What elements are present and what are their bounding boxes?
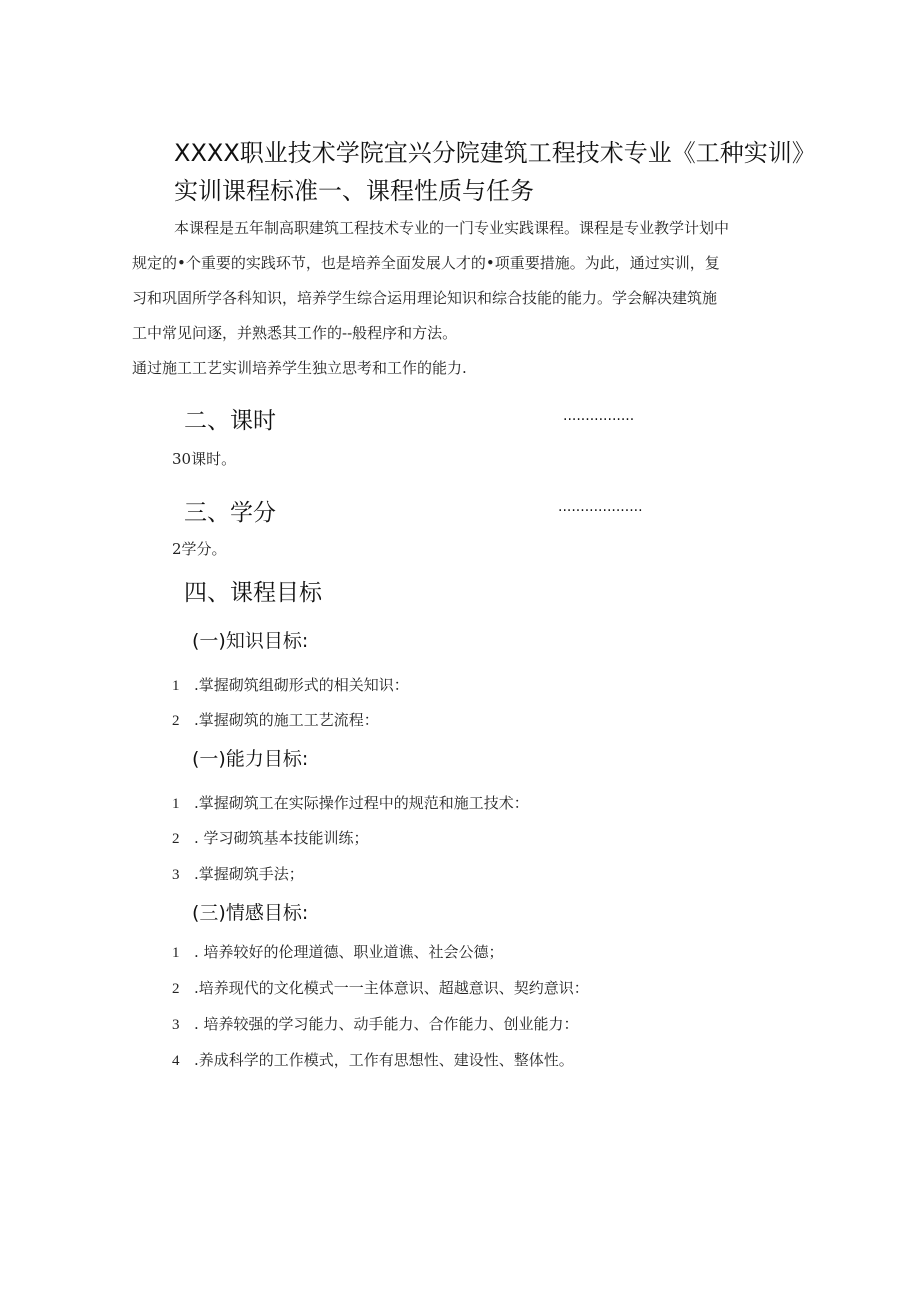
list-item bbox=[172, 977, 589, 998]
list-item-number: 4 bbox=[172, 1053, 180, 1069]
document-title-line-2: 实训课程标准一、课程性质与任务 bbox=[174, 177, 534, 205]
list-item bbox=[172, 941, 504, 962]
list-item-number: 2 bbox=[172, 713, 180, 729]
hours-value: 30课时。 bbox=[172, 450, 237, 468]
section-heading-credits: 三、学分 bbox=[184, 500, 276, 526]
list-item-number: 2 bbox=[172, 981, 180, 997]
subheading-emotion-goals: (三)情感目标: bbox=[192, 902, 309, 924]
section-heading-hours: 二、课时 bbox=[184, 408, 276, 434]
list-item bbox=[172, 1049, 574, 1070]
intro-line: 规定的•个重要的实践环节，也是培养全面发展人才的•项重要措施。为此，通过实训，复 bbox=[132, 254, 720, 272]
list-item-number: 3 bbox=[172, 867, 180, 883]
list-item-number: 1 bbox=[172, 796, 180, 812]
list-item bbox=[172, 709, 379, 730]
intro-paragraph bbox=[132, 211, 812, 386]
intro-line: 习和巩固所学各科知识，培养学生综合运用理论知识和综合技能的能力。学会解决建筑施 bbox=[132, 289, 718, 307]
list-item-text: .培养现代的文化模式一一主体意识、超越意识、契约意识： bbox=[194, 979, 589, 997]
list-item-text: .掌握砌筑的施工工艺流程： bbox=[194, 711, 379, 729]
list-item bbox=[172, 827, 369, 848]
list-item-number: 2 bbox=[172, 831, 180, 847]
list-item-text: .掌握砌筑组砌形式的相关知识： bbox=[194, 676, 409, 694]
toc-leader-dots: ................... bbox=[558, 499, 643, 515]
list-item bbox=[172, 863, 304, 884]
list-item-text: .掌握砌筑工在实际操作过程中的规范和施工技术： bbox=[194, 794, 529, 812]
toc-leader-dots: ................ bbox=[563, 408, 635, 424]
subheading-knowledge-goals: (一)知识目标: bbox=[192, 630, 309, 652]
credits-value: 2学分。 bbox=[172, 540, 227, 558]
list-item-number: 3 bbox=[172, 1017, 180, 1033]
list-item bbox=[172, 674, 409, 695]
list-item bbox=[172, 792, 529, 813]
list-item-text: .养成科学的工作模式，工作有思想性、建设性、整体性。 bbox=[194, 1051, 574, 1069]
list-item-number: 1 bbox=[172, 678, 180, 694]
list-item bbox=[172, 1013, 579, 1034]
list-item-text: . 培养较好的伦理道德、职业道谯、社会公德； bbox=[194, 943, 504, 961]
subheading-ability-goals: (一)能力目标: bbox=[192, 748, 309, 770]
document-title-line-1: XXXX职业技术学院宜兴分院建筑工程技术专业《工种实训》 bbox=[174, 139, 816, 167]
list-item-text: . 学习砌筑基本技能训练； bbox=[194, 829, 369, 847]
intro-line: 通过施工工艺实训培养学生独立思考和工作的能力. bbox=[132, 359, 467, 377]
section-heading-goals: 四、课程目标 bbox=[184, 580, 322, 606]
list-item-text: . 培养较强的学习能力、动手能力、合作能力、创业能力： bbox=[194, 1015, 579, 1033]
list-item-number: 1 bbox=[172, 945, 180, 961]
intro-line: 本课程是五年制高职建筑工程技术专业的一门专业实践课程。课程是专业教学计划中 bbox=[174, 219, 730, 237]
intro-line: 工中常见问逐，并熟悉其工作的--般程序和方法。 bbox=[132, 324, 458, 342]
list-item-text: .掌握砌筑手法； bbox=[194, 865, 304, 883]
